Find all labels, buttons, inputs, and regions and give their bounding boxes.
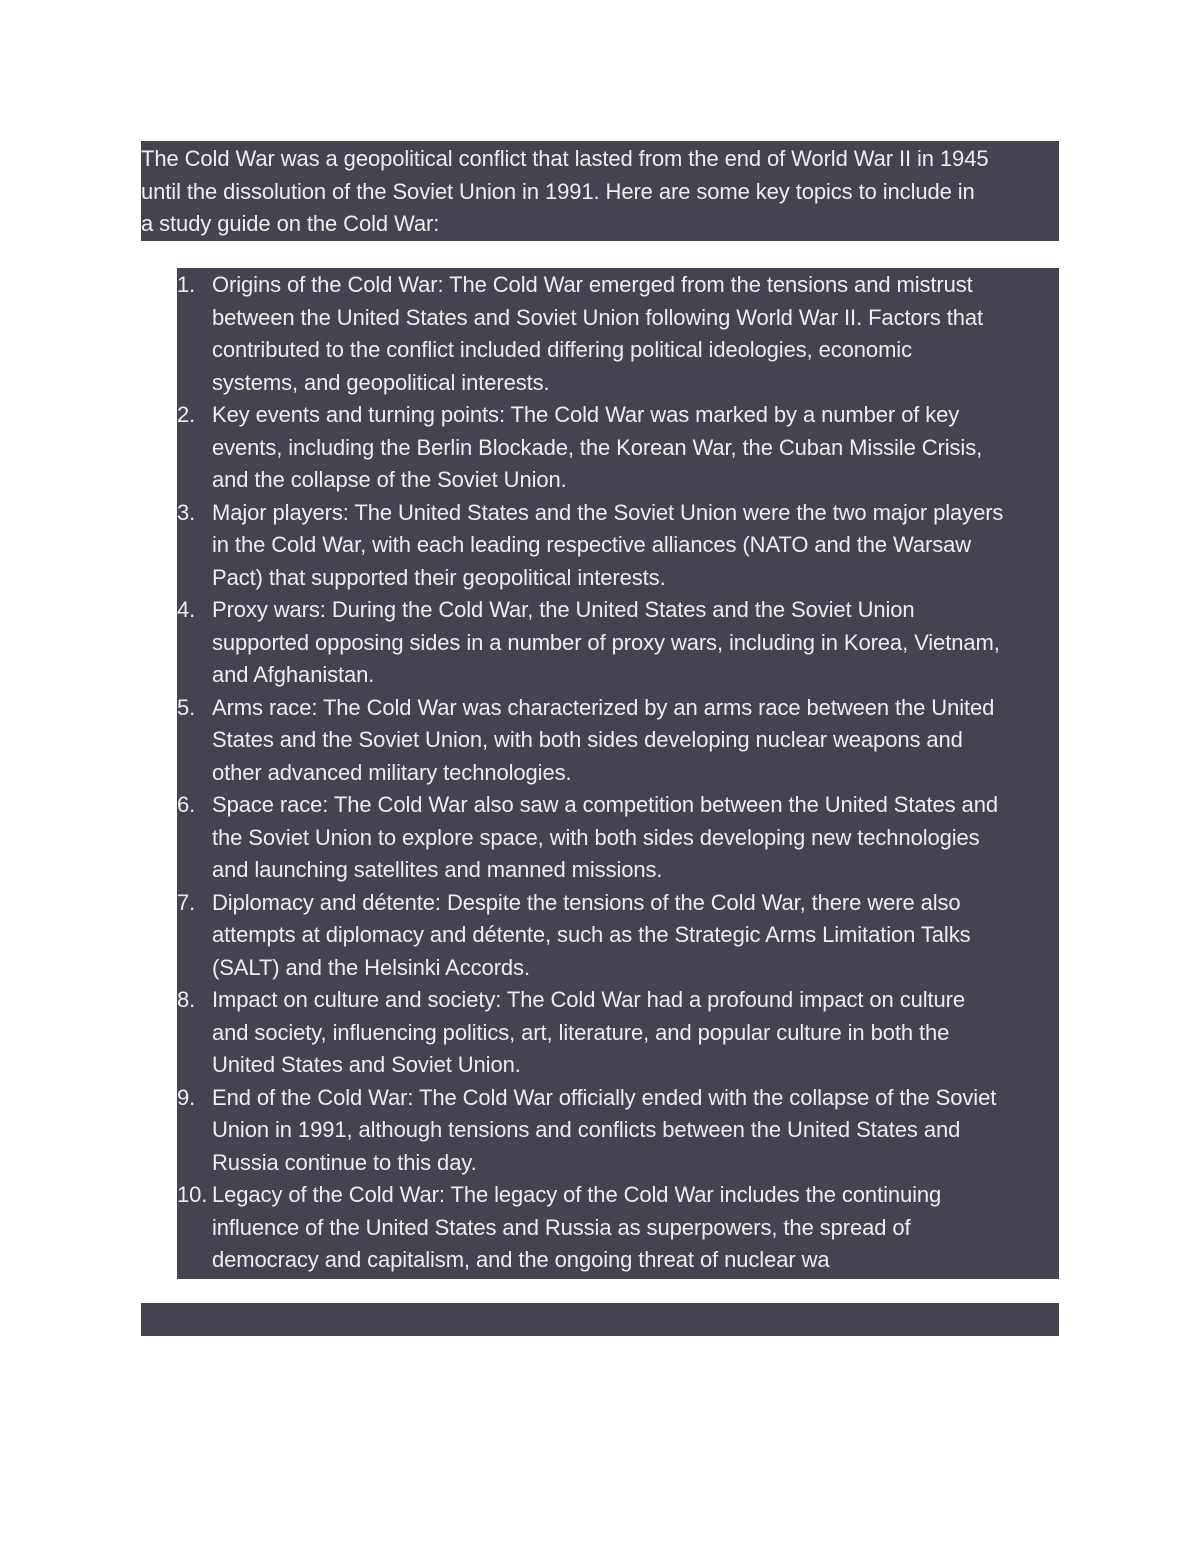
list-item-line: and the collapse of the Soviet Union.	[212, 467, 567, 492]
list-item-line: and launching satellites and manned missions.	[212, 857, 663, 882]
list-item-line: contributed to the conflict included differing political ideologies, economic	[212, 337, 912, 362]
list-item-line: attempts at diplomacy and détente, such as the Strategic Arms Limitation Talks	[212, 922, 971, 947]
list-item-line: Russia continue to this day.	[212, 1149, 477, 1175]
list-item-space-race	[177, 789, 1059, 887]
list-item-line: Key events and turning points: The Cold War was marked by a number of key	[212, 402, 960, 427]
list-item-number: 1.	[177, 272, 196, 297]
list-item-line: End of the Cold War: The Cold War officially ended with the collapse of the Soviet	[212, 1084, 997, 1110]
intro-line: a study guide on the Cold War:	[141, 211, 440, 236]
list-item-line: democracy and capitalism, and the ongoing threat of nuclear wa	[212, 1247, 830, 1272]
list-item-line: and Afghanistan.	[212, 662, 375, 687]
list-item-line: systems, and geopolitical interests.	[212, 369, 550, 395]
list-item-line: events, including the Berlin Blockade, the Korean War, the Cuban Missile Crisis,	[212, 434, 983, 460]
list-item-line: in the Cold War, with each leading respective alliances (NATO and the Warsaw	[212, 532, 972, 557]
list-item-line: Legacy of the Cold War: The legacy of the Cold War includes the continuing	[212, 1182, 942, 1207]
list-item-line: Pact) that supported their geopolitical interests.	[212, 564, 666, 590]
list-item-proxy-wars	[177, 594, 1059, 692]
list-item-line: Major players: The United States and the Soviet Union were the two major players	[212, 499, 1004, 525]
list-item-number: 7.	[177, 889, 196, 915]
list-item-number: 10.	[177, 1182, 208, 1207]
list-item-number: 6.	[177, 792, 196, 817]
list-item-line: Diplomacy and détente: Despite the tensions of the Cold War, there were also	[212, 889, 961, 915]
list-item-number: 8.	[177, 987, 196, 1012]
intro-line: The Cold War was a geopolitical conflict that lasted from the end of World War II in 1945	[141, 146, 989, 171]
list-item-line: Proxy wars: During the Cold War, the United States and the Soviet Union	[212, 597, 915, 622]
list-item-end-of-war	[177, 1082, 1059, 1180]
list-item-diplomacy	[177, 887, 1059, 985]
list-item-line: (SALT) and the Helsinki Accords.	[212, 954, 530, 980]
list-item-line: Space race: The Cold War also saw a competition between the United States and	[212, 792, 998, 817]
list-item-number: 2.	[177, 402, 196, 427]
list-item-culture-impact	[177, 984, 1059, 1082]
list-item-line: Impact on culture and society: The Cold War had a profound impact on culture	[212, 987, 966, 1012]
topics-list	[177, 268, 1059, 1279]
list-item-line: between the United States and Soviet Union following World War II. Factors that	[212, 304, 984, 330]
list-item-arms-race	[177, 692, 1059, 790]
list-item-number: 9.	[177, 1084, 196, 1110]
list-item-origins	[177, 269, 1059, 399]
list-item-line: the Soviet Union to explore space, with both sides developing new technologies	[212, 824, 980, 850]
list-item-line: United States and Soviet Union.	[212, 1052, 521, 1077]
list-item-line: and society, influencing politics, art, literature, and popular culture in both the	[212, 1019, 950, 1045]
list-item-major-players	[177, 497, 1059, 595]
list-item-line: other advanced military technologies.	[212, 759, 572, 785]
list-item-line: Union in 1991, although tensions and conflicts between the United States and	[212, 1117, 961, 1142]
list-item-number: 4.	[177, 597, 196, 622]
list-item-number: 5.	[177, 694, 196, 720]
list-item-number: 3.	[177, 499, 196, 525]
intro-line: until the dissolution of the Soviet Union in 1991. Here are some key topics to include in	[141, 178, 975, 204]
list-item-key-events	[177, 399, 1059, 497]
list-item-line: supported opposing sides in a number of proxy wars, including in Korea, Vietnam,	[212, 629, 1000, 655]
list-item-line: Origins of the Cold War: The Cold War emerged from the tensions and mistrust	[212, 272, 973, 297]
list-item-line: Arms race: The Cold War was characterized by an arms race between the United	[212, 694, 995, 720]
list-item-line: States and the Soviet Union, with both sides developing nuclear weapons and	[212, 727, 963, 752]
list-item-legacy	[177, 1179, 1059, 1277]
intro-paragraph	[141, 143, 1059, 241]
intro-paragraph-block	[141, 141, 1059, 241]
list-item-line: influence of the United States and Russia as superpowers, the spread of	[212, 1214, 911, 1240]
empty-highlight-bar	[141, 1303, 1059, 1336]
